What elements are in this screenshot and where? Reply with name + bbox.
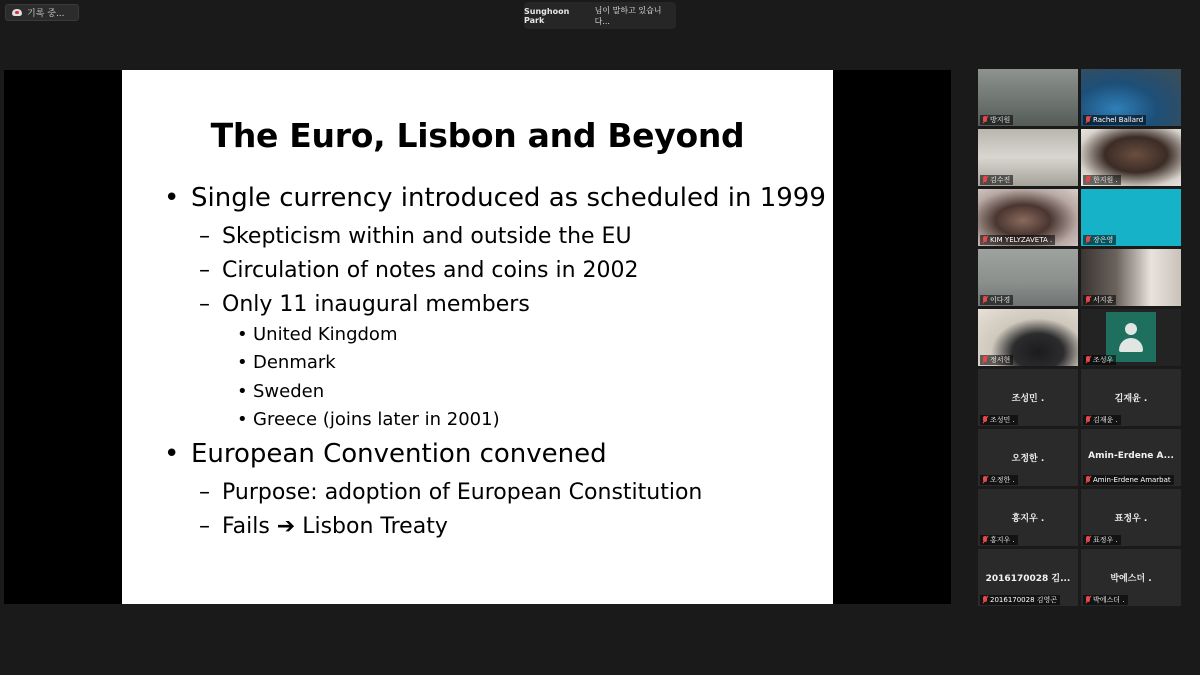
participant-name-tag: KIM YELYZAVETA . <box>980 235 1055 245</box>
mic-muted-icon <box>1085 416 1091 424</box>
participant-tile[interactable] <box>1081 489 1181 546</box>
participant-name-tag: 장은영 <box>1083 235 1116 245</box>
mic-muted-icon <box>1085 476 1091 484</box>
participant-tile[interactable] <box>1081 549 1181 606</box>
participant-tile[interactable] <box>1081 69 1181 126</box>
active-speaker-banner <box>524 2 676 29</box>
participant-name-tag: 홍지우 . <box>980 535 1018 545</box>
slide-sub-sub-bullet: • Denmark <box>253 352 336 373</box>
mic-muted-icon <box>1085 596 1091 604</box>
mic-muted-icon <box>982 356 988 364</box>
slide-sub-bullet: – Only 11 inaugural members <box>222 292 530 317</box>
participant-name-tag: 박에스더 . <box>1083 595 1128 605</box>
participant-display-name: 표정우 . <box>1114 514 1148 524</box>
presentation-slide <box>122 70 833 604</box>
mic-muted-icon <box>982 116 988 124</box>
recording-label: 기록 중... <box>27 9 65 19</box>
participant-tile[interactable] <box>1081 189 1181 246</box>
mic-muted-icon <box>1085 176 1091 184</box>
speaker-suffix: 님이 말하고 있습니다... <box>594 5 662 26</box>
mic-muted-icon <box>1085 296 1091 304</box>
participant-display-name: 김재윤 . <box>1114 394 1148 404</box>
recording-indicator[interactable] <box>5 4 79 21</box>
participant-tile[interactable] <box>978 369 1078 426</box>
participant-name-tag: 방지원 <box>980 115 1013 125</box>
slide-sub-sub-bullet: • Greece (joins later in 2001) <box>253 409 500 430</box>
slide-bullet: • European Convention convened <box>191 439 607 469</box>
participant-display-name: 조성민 . <box>1011 394 1045 404</box>
participant-tile[interactable] <box>1081 249 1181 306</box>
participant-display-name: 오정한 . <box>1011 454 1045 464</box>
slide-sub-bullet: – Skepticism within and outside the EU <box>222 224 632 249</box>
slide-title: The Euro, Lisbon and Beyond <box>210 116 745 155</box>
participant-tile[interactable] <box>978 549 1078 606</box>
participant-display-name: 2016170028 김... <box>985 574 1071 584</box>
participant-display-name: Amin-Erdene A... <box>1088 451 1174 461</box>
mic-muted-icon <box>982 596 988 604</box>
avatar-head-icon <box>1125 323 1137 335</box>
mic-muted-icon <box>982 536 988 544</box>
participant-name-tag: 오정한 . <box>980 475 1018 485</box>
slide-bullet: • Single currency introduced as scheduled in 1999 <box>191 183 826 213</box>
avatar-body-icon <box>1119 338 1143 352</box>
mic-muted-icon <box>1085 536 1091 544</box>
participant-tile[interactable] <box>978 189 1078 246</box>
slide-sub-bullet: – Circulation of notes and coins in 2002 <box>222 258 639 283</box>
participant-tile[interactable] <box>978 249 1078 306</box>
participant-tile[interactable] <box>1081 129 1181 186</box>
mic-muted-icon <box>982 416 988 424</box>
mic-muted-icon <box>1085 116 1091 124</box>
participant-name-tag: 조성우 <box>1083 355 1116 365</box>
mic-muted-icon <box>982 476 988 484</box>
mic-muted-icon <box>1085 356 1091 364</box>
mic-muted-icon <box>1085 236 1091 244</box>
participant-tile[interactable] <box>978 489 1078 546</box>
participant-name-tag: Rachel Ballard <box>1083 115 1146 125</box>
participant-name-tag: 2016170028 김영곤 <box>980 595 1060 605</box>
slide-sub-bullet: – Fails ➔ Lisbon Treaty <box>222 514 448 539</box>
speaker-name: Sunghoon Park <box>524 6 570 25</box>
participant-name-tag: 김재윤 . <box>1083 415 1121 425</box>
mic-muted-icon <box>982 296 988 304</box>
slide-sub-bullet: – Purpose: adoption of European Constitution <box>222 480 702 505</box>
slide-sub-sub-bullet: • Sweden <box>253 381 324 402</box>
participant-tile[interactable] <box>1081 429 1181 486</box>
participant-display-name: 박에스더 . <box>1110 574 1152 584</box>
mic-muted-icon <box>982 236 988 244</box>
participant-name-tag: 정서현 <box>980 355 1013 365</box>
participant-tile[interactable] <box>1081 369 1181 426</box>
cloud-record-icon <box>12 9 22 16</box>
slide-sub-sub-bullet: • United Kingdom <box>253 324 397 345</box>
participant-name-tag: 조성민 . <box>980 415 1018 425</box>
participant-tile[interactable] <box>978 129 1078 186</box>
participant-tile[interactable] <box>978 429 1078 486</box>
participant-name-tag: 표정우 . <box>1083 535 1121 545</box>
participant-display-name: 홍지우 . <box>1011 514 1045 524</box>
mic-muted-icon <box>982 176 988 184</box>
participant-name-tag: 서지훈 <box>1083 295 1116 305</box>
screen-share-area <box>4 70 951 604</box>
participant-name-tag: 한지원 . <box>1083 175 1121 185</box>
participant-tile[interactable] <box>978 69 1078 126</box>
participant-name-tag: 김수진 <box>980 175 1013 185</box>
participant-name-tag: Amin-Erdene Amarbat <box>1083 475 1174 485</box>
participant-tile[interactable] <box>1081 309 1181 366</box>
participant-name-tag: 이다경 <box>980 295 1013 305</box>
participant-tile[interactable] <box>978 309 1078 366</box>
